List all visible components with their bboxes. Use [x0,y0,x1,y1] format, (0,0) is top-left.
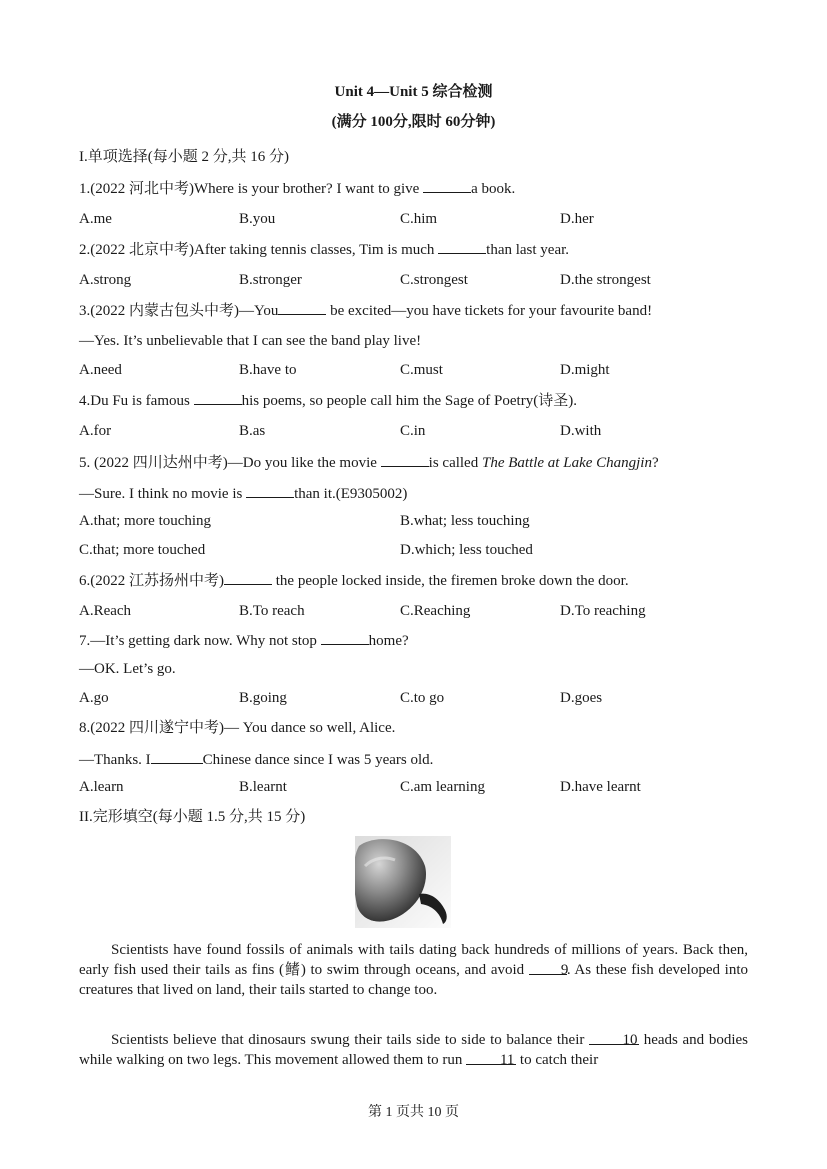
option-b: B.going [239,690,287,706]
answer-blank [423,178,471,193]
option-d: D.which; less touched [400,542,533,558]
option-c: C.in [400,423,426,439]
question-4: 4.Du Fu is famous his poems, so people call him the Sage of Poetry(诗圣). [79,390,577,411]
option-b: B.have to [239,362,297,378]
question-1-source: 1.(2022 河北中考) [79,181,194,197]
question-3: 3.(2022 内蒙古包头中考)—You be excited—you have tickets for your favourite band! [79,300,652,321]
cloze-blank-9: 9 [529,960,567,975]
option-a: A.need [79,362,122,378]
movie-title: The Battle at Lake Changjin [481,455,652,471]
option-b: B.To reach [239,603,305,619]
question-5-reply: —Sure. I think no movie is than it.(E9305002) [79,483,407,504]
question-6-source: 6.(2022 江苏扬州中考) [79,573,224,589]
question-5-source: 5. (2022 四川达州中考) [79,455,228,471]
option-c: C.to go [400,690,445,706]
question-2-source: 2.(2022 北京中考) [79,242,194,258]
option-d: D.with [560,423,602,439]
option-b: B.as [239,423,266,439]
option-c: C.am learning [400,779,485,795]
answer-blank [224,570,272,585]
page-footer: 第 1 页共 10 页 [368,1105,459,1120]
option-a: A.that; more touching [79,513,212,529]
option-d: D.might [560,362,610,378]
cloze-blank-11: 11 [466,1050,516,1065]
option-b: B.learnt [239,779,287,795]
question-1: 1.(2022 河北中考)Where is your brother? I want to give a book. [79,178,515,199]
section-1-heading: I.单项选择(每小题 2 分,共 16 分) [79,149,289,165]
option-b: B.what; less touching [400,513,530,529]
option-c: C.that; more touched [79,542,206,558]
answer-blank [246,483,294,498]
option-d: D.her [560,211,594,227]
option-a: A.for [79,423,112,439]
page-title: Unit 4—Unit 5 综合检测 [334,84,493,100]
animal-tail-photo [355,836,451,928]
question-6: 6.(2022 江苏扬州中考) the people locked inside, the firemen broke down the door. [79,570,629,591]
question-8-source: 8.(2022 四川遂宁中考) [79,720,224,736]
option-a: A.Reach [79,603,132,619]
option-a: A.me [79,211,112,227]
answer-blank [278,300,326,315]
option-b: B.you [239,211,276,227]
section-2-heading: II.完形填空(每小题 1.5 分,共 15 分) [79,809,306,825]
answer-blank [151,749,203,764]
option-d: D.the strongest [560,272,651,288]
question-7: 7.—It’s getting dark now. Why not stop home? [79,630,409,651]
option-c: C.him [400,211,438,227]
option-a: A.go [79,690,109,706]
answer-blank [321,630,369,645]
option-b: B.stronger [239,272,302,288]
answer-blank [381,452,429,467]
question-7-reply: —OK. Let’s go. [79,661,176,677]
option-d: D.goes [560,690,603,706]
option-c: C.strongest [400,272,468,288]
question-5: 5. (2022 四川达州中考)—Do you like the movie is called The Battle at Lake Changjin? [79,452,659,473]
answer-blank [194,390,242,405]
question-8: 8.(2022 四川遂宁中考)— You dance so well, Alice. [79,720,396,736]
option-c: C.must [400,362,443,378]
option-a: A.strong [79,272,132,288]
page-subtitle: (满分 100分,限时 60分钟) [331,114,496,130]
question-2: 2.(2022 北京中考)After taking tennis classes, Tim is much than last year. [79,239,569,260]
question-8-reply: —Thanks. I Chinese dance since I was 5 years old. [79,749,433,770]
option-d: D.have learnt [560,779,641,795]
option-c: C.Reaching [400,603,471,619]
answer-blank [438,239,486,254]
cloze-blank-10: 10 [589,1030,639,1045]
passage-paragraph-2: Scientists believe that dinosaurs swung their tails side to side to balance their 10 heads and bodies while walking on two legs. This movement allowed them to run 11 to catch their [79,1032,748,1068]
option-a: A.learn [79,779,124,795]
question-3-source: 3.(2022 内蒙古包头中考) [79,303,239,319]
passage-paragraph-1: Scientists have found fossils of animals with tails dating back hundreds of millions of years. Back then, early fish used their tails as fins (鳍) to swim through oceans, and avoid 9. As these fish developed into creatures that lived on land, their tails started to change too. [79,942,748,998]
option-d: D.To reaching [560,603,646,619]
question-3-reply: —Yes. It’s unbelievable that I can see the band play live! [79,333,422,349]
